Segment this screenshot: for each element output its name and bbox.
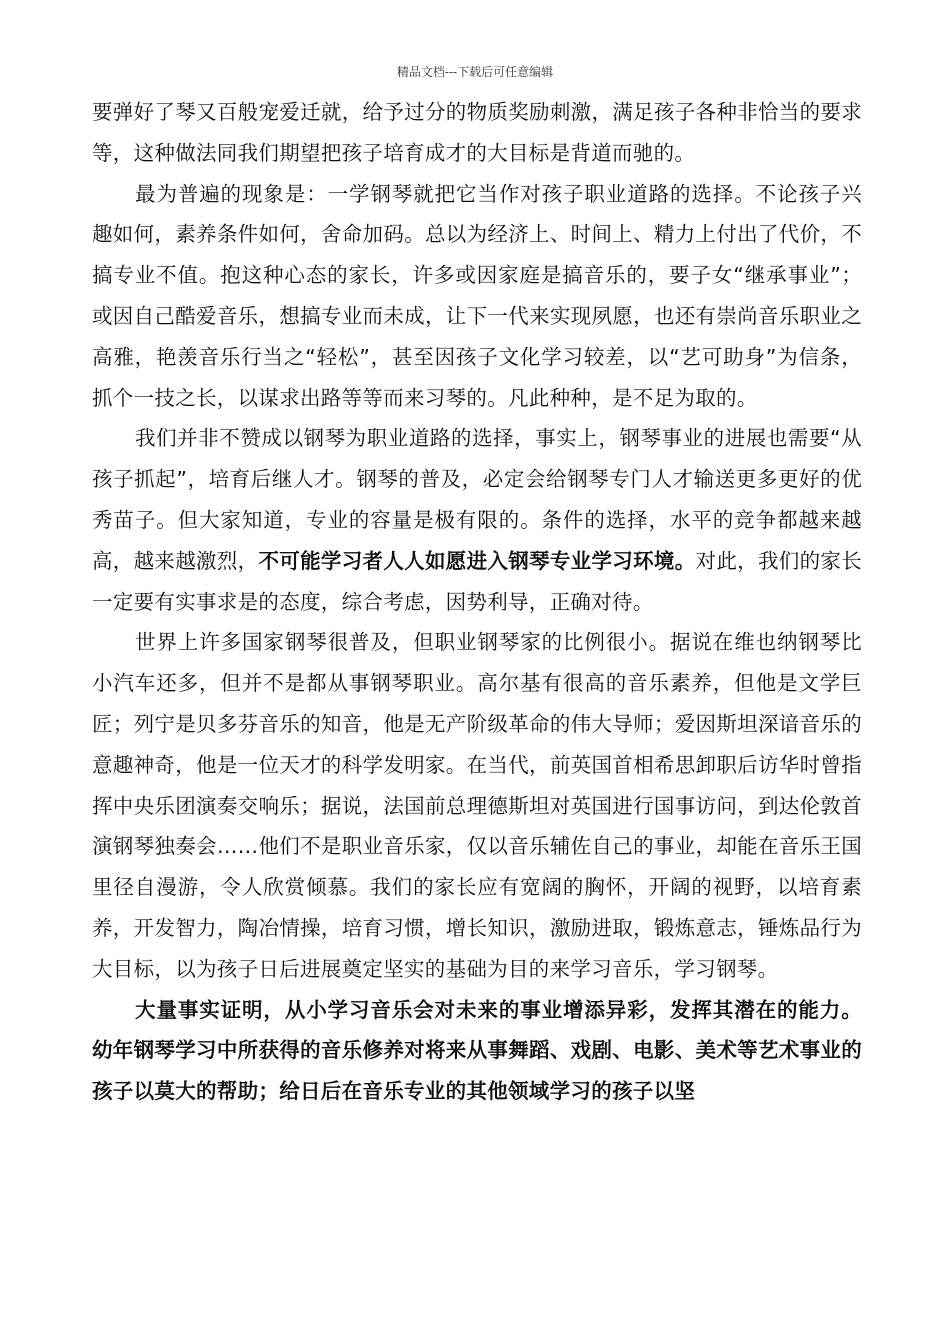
paragraph-3-bold-text: 不可能学习者人人如愿进入钢琴专业学习环境。 [258,548,696,573]
paragraph-2 [92,174,862,419]
paragraph-4 [92,622,862,989]
paragraph-5 [92,990,862,1112]
paragraph-3-text-b: 对此，我们的家长一定要有实事求是的态度，综合考虑，因势利导，正确对待。 [92,548,862,614]
paragraph-4-text: 世界上许多国家钢琴很普及，但职业钢琴家的比例很小。据说在维也纳钢琴比小汽车还多，但并不是都从事钢琴职业。高尔基有很高的音乐素养，但他是文学巨匠；列宁是贝多芬音乐的知音，他是无产阶级革命的伟大导师；爱因斯坦深谙音乐的意趣神奇，他是一位天才的科学发明家。在当代，前英国首相希思卸职后访华时曾指挥中央乐团演奏交响乐；据说，法国前总理德斯坦对英国进行国事访问，到达伦敦首演钢琴独奏会……他们不是职业音乐家，仅以音乐辅佐自己的事业，却能在音乐王国里径自漫游，令人欣赏倾慕。我们的家长应有宽阔的胸怀，开阔的视野，以培育素养，开发智力，陶冶情操，培育习惯，增长知识，激励进取，锻炼意志，锤炼品行为大目标，以为孩子日后进展奠定坚实的基础为目的来学习音乐，学习钢琴。 [92,630,862,981]
document-body [92,92,862,1112]
paragraph-5-bold-text: 大量事实证明，从小学习音乐会对未来的事业增添异彩，发挥其潜在的能力。幼年钢琴学习中所获得的音乐修养对将来从事舞蹈、戏剧、电影、美术等艺术事业的孩子以莫大的帮助；给日后在音乐专业的其他领域学习的孩子以坚 [92,997,862,1104]
paragraph-3 [92,418,862,622]
paragraph-3-text-a: 我们并非不赞成以钢琴为职业道路的选择，事实上，钢琴事业的进展也需要“从孩子抓起”，培育后继人才。钢琴的普及，必定会给钢琴专门人才输送更多更好的优秀苗子。但大家知道，专业的容量是极有限的。条件的选择，水平的竞争都越来越高，越来越激烈， [92,426,862,573]
paragraph-1 [92,92,862,174]
page-header: 精品文档---下载后可任意编辑 [396,65,554,79]
paragraph-2-text: 最为普遍的现象是：一学钢琴就把它当作对孩子职业道路的选择。不论孩子兴趣如何，素养条件如何，舍命加码。总以为经济上、时间上、精力上付出了代价，不搞专业不值。抱这种心态的家长，许多或因家庭是搞音乐的，要子女“继承事业”；或因自己酷爱音乐，想搞专业而未成，让下一代来实现夙愿，也还有崇尚音乐职业之高雅，艳羡音乐行当之“轻松”，甚至因孩子文化学习较差，以“艺可助身”为信条，抓个一技之长，以谋求出路等等而来习琴的。凡此种种，是不足为取的。 [92,181,862,410]
paragraph-1-text: 要弹好了琴又百般宠爱迁就，给予过分的物质奖励刺激，满足孩子各种非恰当的要求等，这种做法同我们期望把孩子培育成才的大目标是背道而驰的。 [92,100,862,165]
